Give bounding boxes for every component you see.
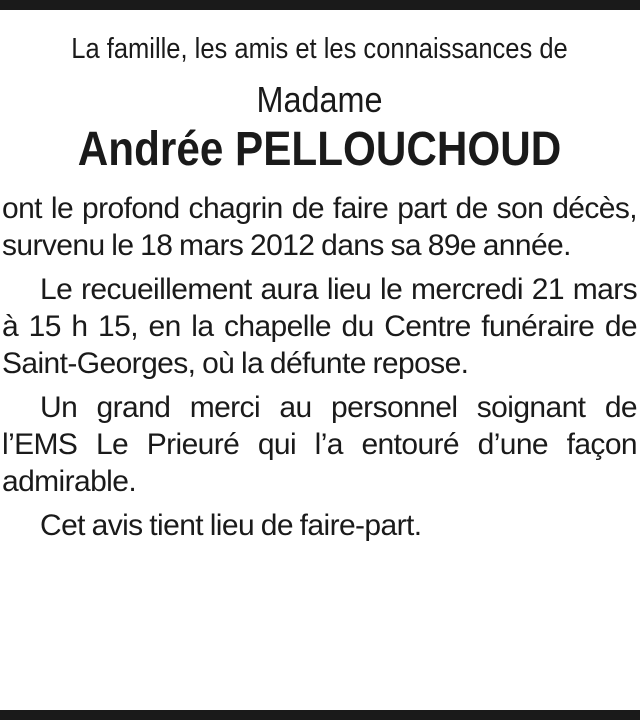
thanks-paragraph: Un grand merci au personnel soignant de l’EMS Le Prieuré qui l’a entouré d’une façon admirable. — [2, 391, 637, 498]
top-border-rule — [0, 0, 640, 10]
honorific-title: Madame — [256, 79, 383, 120]
closing-paragraph: Cet avis tient lieu de faire-part. — [40, 509, 422, 542]
notice-intro: La famille, les amis et les connaissances de — [71, 33, 568, 65]
ceremony-paragraph: Le recueillement aura lieu le mercredi 21 mars à 15 h 15, en la chapelle du Centre funéraire de Saint-Georges, où la défunte repose. — [2, 273, 637, 380]
bottom-border-rule — [0, 710, 640, 720]
announcement-paragraph: ont le profond chagrin de faire part de son décès, survenu le 18 mars 2012 dans sa 89e année. — [2, 192, 637, 262]
deceased-name: Andrée PELLOUCHOUD — [77, 123, 562, 176]
death-notice — [0, 30, 640, 551]
